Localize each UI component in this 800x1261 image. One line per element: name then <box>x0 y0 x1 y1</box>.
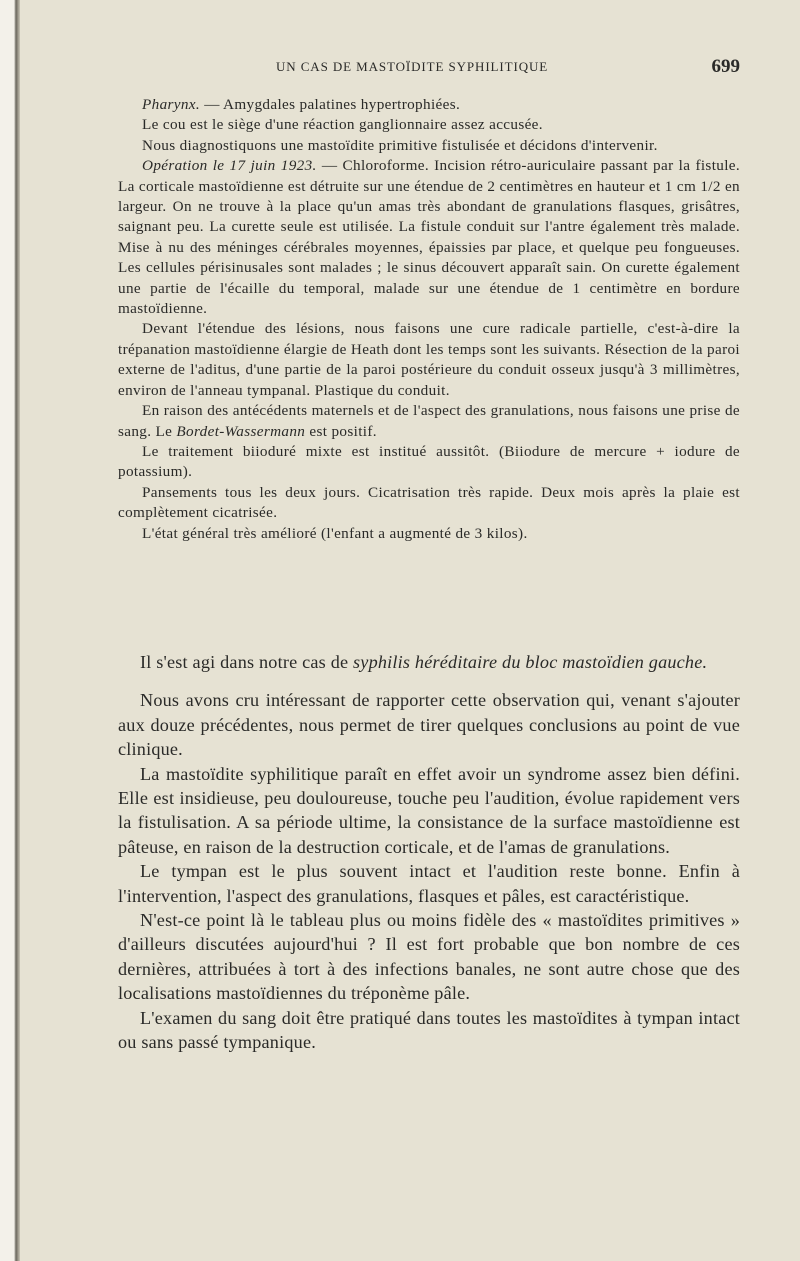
paragraph-cure-radicale <box>118 319 740 401</box>
observation-section <box>118 95 740 544</box>
paragraph-syndrome <box>118 762 740 860</box>
paragraph-text: L'état général très amélioré (l'enfant a augmenté de 3 kilos). <box>142 524 528 542</box>
paragraph-pansements <box>118 483 740 524</box>
paragraph-italic: Bordet-Wassermann <box>176 422 306 440</box>
paragraph-text: La mastoïdite syphilitique paraît en effet avoir un syndrome assez bien défini. Elle est insidieuse, peu douloureuse, touche peu l'audition, évolue rapidement vers la fistulisation. A sa période ultime, la consistance de la surface mastoïdienne est pâteuse, en raison de la destruction corticale, et de l'amas de granulations. <box>118 763 740 857</box>
page-number: 699 <box>711 56 740 77</box>
paragraph-text: En raison des antécédents maternels et de l'aspect des granulations, nous faisons une prise de sang. Le <box>118 402 740 440</box>
paragraph-prise-de-sang <box>118 401 740 442</box>
paragraph-text: Nous avons cru intéressant de rapporter cette observation qui, venant s'ajouter aux douze précédentes, nous permet de tirer quelques conclusions au point de vue clinique. <box>118 690 740 760</box>
paragraph-italic: syphilis héréditaire du bloc mastoïdien gauche. <box>353 652 708 672</box>
paragraph-text: — Amygdales palatines hypertrophiées. <box>200 96 461 113</box>
page-header <box>118 57 740 81</box>
paragraph-lead: Pharynx. <box>142 96 201 113</box>
paragraph-text: Devant l'étendue des lésions, nous faisons une cure radicale partielle, c'est-à-dire la trépanation mastoïdienne élargie de Heath dont les temps sont les suivants. Résection de la paroi externe de l'aditus, d'une partie de la paroi postérieure du conduit osseux jusqu'à 3 millimètres, environ de l'anneau tympanal. Plastique du conduit. <box>118 320 740 399</box>
paragraph-traitement <box>118 442 740 483</box>
paragraph-cou <box>118 115 740 135</box>
paragraph-text: L'examen du sang doit être pratiqué dans toutes les mastoïdites à tympan intact ou sans passé tympanique. <box>118 1007 740 1053</box>
paragraph-tail: est positif. <box>305 422 377 440</box>
paragraph-diagnostic <box>118 136 740 156</box>
paragraph-text: N'est-ce point là le tableau plus ou moins fidèle des « mastoïdites primitives » d'ailleurs discutées aujourd'hui ? Il est fort probable que bon nombre de ces dernières, attribuées à tort à des infections banales, ne sont autre chose que des localisations mastoïdiennes du tréponème pâle. <box>118 910 740 1004</box>
page-binding-edge <box>0 0 20 1261</box>
paragraph-operation <box>118 156 740 319</box>
paragraph-examen-sang <box>118 1006 740 1055</box>
paragraph-conclusion-cas <box>118 650 740 674</box>
paragraph-text: Le tympan est le plus souvent intact et l'audition reste bonne. Enfin à l'intervention, l'aspect des granulations, flasques et pâles, est caractéristique. <box>118 861 740 906</box>
discussion-section <box>118 650 740 1055</box>
paragraph-text: Pansements tous les deux jours. Cicatrisation très rapide. Deux mois après la plaie est complètement cicatrisée. <box>118 483 740 522</box>
paragraph-lead: Opération le 17 juin 1923. <box>142 157 317 175</box>
paragraph-mastoidites-primitives <box>118 908 740 1006</box>
paragraph-text: — Chloroforme. Incision rétro-auriculaire passant par la fistule. La corticale mastoïdienne est détruite sur une étendue de 2 centimètres en hauteur et 1 cm 1/2 en largeur. On ne trouve à la place qu'un amas très abondant de granulations flasques, grisâtres, saignant peu. La curette seule est utilisée. La fistule conduit sur l'antre également très malade. Mise à nu des méninges cérébrales moyennes, épaissies par place, et quelque peu fongueuses. Les cellules périsinusales sont malades ; le sinus découvert apparaît sain. On curette également une partie de l'écaille du temporal, malade sur une étendue de 1 centimètre en bordure mastoïdienne. <box>118 157 741 318</box>
paragraph-interet <box>118 688 740 761</box>
paragraph-text: Nous diagnostiquons une mastoïdite primitive fistulisée et décidons d'intervenir. <box>142 136 658 154</box>
paragraph-pharynx <box>118 95 740 115</box>
paragraph-etat-general <box>118 524 740 544</box>
paragraph-text: Le traitement biioduré mixte est institué aussitôt. (Biiodure de mercure + iodure de potassium). <box>118 442 740 481</box>
running-title: UN CAS DE MASTOÏDITE SYPHILITIQUE <box>276 59 549 74</box>
paragraph-tympan <box>118 859 740 908</box>
paragraph-text: Il s'est agi dans notre cas de <box>140 652 354 672</box>
paragraph-text: Le cou est le siège d'une réaction ganglionnaire assez accusée. <box>142 116 543 134</box>
